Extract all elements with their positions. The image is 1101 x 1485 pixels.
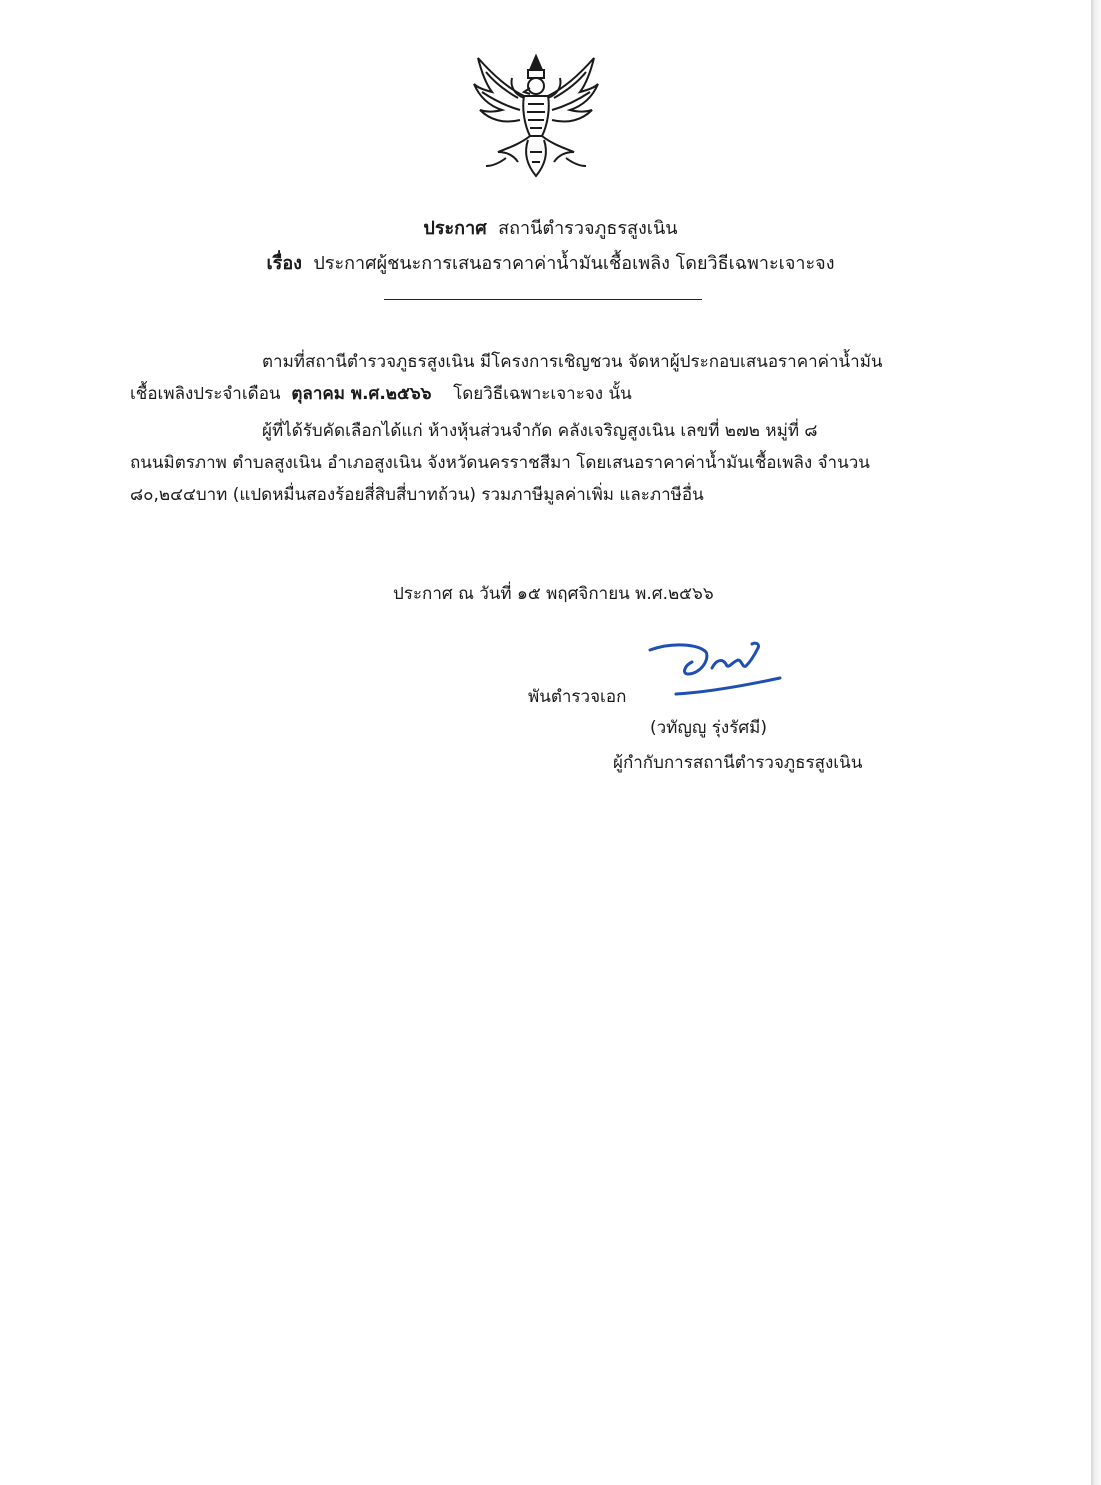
paragraph-2-line-3: ๘๐,๒๔๔บาท (แปดหมื่นสองร้อยสี่สิบสี่บาทถ้วน) รวมภาษีมูลค่าเพิ่ม และภาษีอื่น bbox=[130, 485, 704, 505]
paragraph-1-text-b: โดยวิธีเฉพาะเจาะจง นั้น bbox=[453, 384, 632, 404]
signer-name: (วทัญญู รุ่งรัศมี) bbox=[650, 718, 767, 738]
signer-position: ผู้กำกับการสถานีตำรวจภูธรสูงเนิน bbox=[613, 753, 863, 773]
subject-label: เรื่อง bbox=[266, 253, 302, 274]
page-edge-shadow bbox=[1091, 0, 1101, 1485]
announcement-organization: สถานีตำรวจภูธรสูงเนิน bbox=[498, 218, 678, 239]
paragraph-1-line-1: ตามที่สถานีตำรวจภูธรสูงเนิน มีโครงการเชิญชวน จัดหาผู้ประกอบเสนอราคาค่าน้ำมัน bbox=[262, 352, 883, 372]
paragraph-2-line-1: ผู้ที่ได้รับคัดเลือกได้แก่ ห้างหุ้นส่วนจำกัด คลังเจริญสูงเนิน เลขที่ ๒๗๒ หมู่ที่ ๘ bbox=[262, 421, 818, 441]
paragraph-1-line-2 bbox=[130, 382, 632, 406]
announcement-label: ประกาศ bbox=[423, 218, 487, 239]
announcement-date: ประกาศ ณ วันที่ ๑๕ พฤศจิกายน พ.ศ.๒๕๖๖ bbox=[393, 584, 714, 604]
paragraph-1-text-a: เชื้อเพลิงประจำเดือน bbox=[130, 384, 281, 404]
title-divider bbox=[384, 299, 702, 300]
subject-text: ประกาศผู้ชนะการเสนอราคาค่าน้ำมันเชื้อเพลิง โดยวิธีเฉพาะเจาะจง bbox=[313, 253, 835, 274]
announcement-title bbox=[0, 216, 1101, 242]
signer-rank: พันตำรวจเอก bbox=[528, 687, 627, 707]
paragraph-1-month: ตุลาคม พ.ศ.๒๕๖๖ bbox=[291, 384, 432, 404]
handwritten-signature-icon bbox=[642, 638, 792, 703]
subject-line bbox=[0, 251, 1101, 277]
paragraph-2-line-2: ถนนมิตรภาพ ตำบลสูงเนิน อำเภอสูงเนิน จังหวัดนครราชสีมา โดยเสนอราคาค่าน้ำมันเชื้อเพลิง จำนวน bbox=[130, 453, 870, 473]
garuda-emblem-icon bbox=[468, 48, 604, 184]
